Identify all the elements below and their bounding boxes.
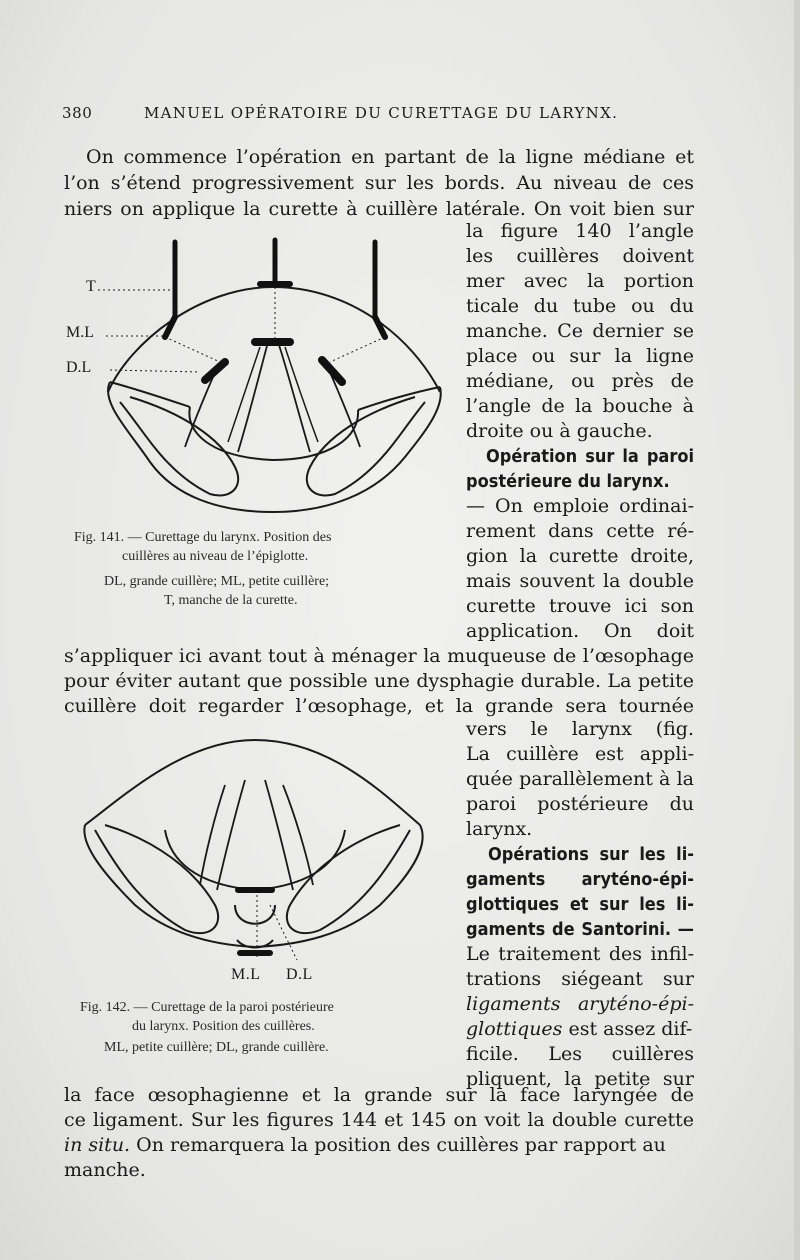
text-line: vers le larynx (fig. [466, 718, 694, 740]
text-line: droite ou à gauche. [466, 420, 653, 442]
section-heading: gaments de Santorini. — [466, 919, 694, 940]
text-span: est assez dif- [562, 1018, 693, 1040]
section-heading: postérieure du larynx. [466, 471, 670, 492]
text-line: mer avec la portion [466, 270, 694, 292]
section-heading: Opération sur la paroi [486, 446, 694, 467]
text-line: les cuillères doivent [466, 245, 694, 267]
text-line: pliquent, la petite sur [466, 1068, 694, 1090]
text-line: manche. Ce dernier se [466, 320, 694, 342]
text-line: trations siégeant sur [466, 968, 694, 990]
text-line: la figure 140 l’angle [466, 220, 694, 242]
text-line: l’on s’étend progressivement sur les bords. Au niveau de ces [64, 172, 694, 194]
text-line: place ou sur la ligne [466, 345, 694, 367]
text-line: médiane, ou près de [466, 370, 694, 392]
figure-141-drawing [60, 232, 460, 522]
text-line: s’appliquer ici avant tout à ménager la muqueuse de l’œsophage [64, 645, 694, 667]
section-heading: Opérations sur les li- [488, 844, 694, 865]
text-line: application. On doit [466, 620, 694, 642]
figure-caption: du larynx. Position des cuillères. [132, 1019, 315, 1034]
text-line [466, 1017, 694, 1042]
text-line: mais souvent la double [466, 570, 694, 592]
page-edge [794, 0, 800, 1260]
figure-caption: ML, petite cuillère; DL, grande cuillère. [104, 1040, 329, 1055]
section-heading: glottiques et sur les li- [466, 894, 694, 915]
text-line: — On emploie ordinai- [466, 495, 694, 517]
running-title: MANUEL OPÉRATOIRE DU CURETTAGE DU LARYNX. [144, 104, 619, 122]
text-line: ticale du tube ou du [466, 295, 694, 317]
figure-caption: T, manche de la curette. [164, 593, 298, 608]
text-line [64, 1133, 694, 1158]
label-ml: M.L [231, 966, 261, 983]
spoon-left [205, 362, 225, 380]
section-heading: gaments aryténo-épi- [466, 869, 694, 890]
text-line: ficile. Les cuillères [466, 1043, 694, 1065]
aryepiglottic-fold [95, 825, 218, 933]
figure-caption: DL, grande cuillère; ML, petite cuillère; [104, 574, 330, 589]
text-line: curette trouve ici son [466, 595, 694, 617]
larynx-outline [85, 740, 420, 825]
text-line: cuillère doit regarder l’œsophage, et la grande sera tournée [64, 695, 694, 717]
text-line: pour éviter autant que possible une dysphagie durable. La petite [64, 670, 694, 692]
text-line: larynx. [466, 818, 533, 840]
text-line: niers on applique la curette à cuillère latérale. On voit bien sur [64, 198, 694, 220]
figure-caption: cuillères au niveau de l’épiglotte. [122, 549, 309, 564]
aryepiglottic-fold [307, 397, 425, 495]
text-line: Le traitement des infil- [466, 943, 694, 965]
epiglottis [189, 407, 358, 460]
text-line: l’angle de la bouche à [466, 395, 694, 417]
italic-term: in situ. [64, 1134, 131, 1156]
label-dl: D.L [66, 359, 92, 376]
text-line: rement dans cette ré- [466, 520, 694, 542]
figure-caption: Fig. 141. — Curettage du larynx. Position des [74, 530, 332, 545]
text-line: paroi postérieure du [466, 793, 694, 815]
text-line: quée parallèlement à la [466, 768, 694, 790]
label-t: T [86, 278, 96, 295]
text-line: gion la curette droite, [466, 545, 694, 567]
text-line: On commence l’opération en partant de la ligne médiane et [86, 146, 694, 168]
text-line: la face œsophagienne et la grande sur la face laryngée de [64, 1084, 694, 1106]
text-line: ligaments aryténo-épi- [466, 993, 694, 1015]
figure-142-drawing [75, 735, 435, 975]
italic-term: glottiques [466, 1018, 563, 1040]
text-span: On remarquera la position des cuillères par rapport au [130, 1134, 666, 1156]
label-ml: M.L [66, 324, 94, 341]
label-dl: D.L [286, 966, 313, 983]
text-line: ce ligament. Sur les figures 144 et 145 on voit la double curette [64, 1109, 694, 1131]
figure-caption: Fig. 142. — Curettage de la paroi postérieure [80, 1000, 334, 1015]
page-number: 380 [62, 104, 93, 122]
text-line: manche. [64, 1159, 146, 1181]
text-line: La cuillère est appli- [466, 743, 694, 765]
